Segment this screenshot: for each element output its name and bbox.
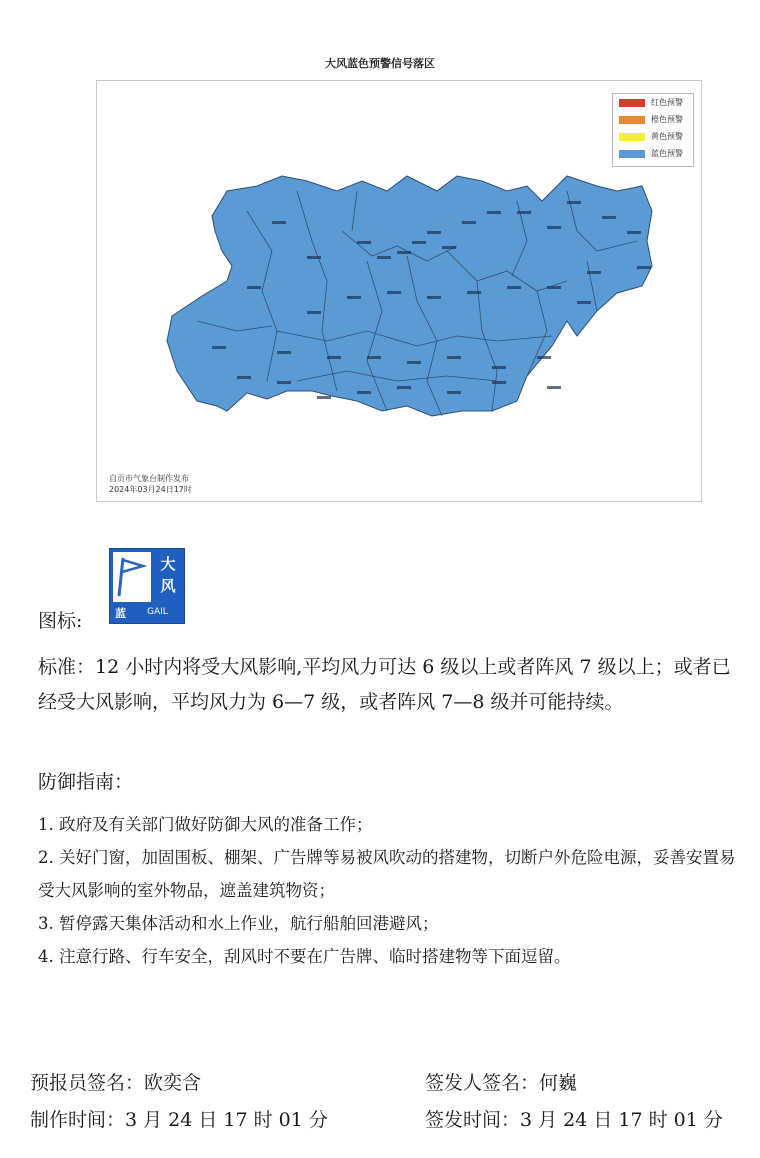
legend-label: 橙色预警 bbox=[651, 115, 683, 124]
district-label-mark bbox=[272, 221, 286, 224]
legend-swatch-yellow bbox=[619, 133, 645, 141]
district-label-mark bbox=[407, 361, 421, 364]
district-label-mark bbox=[517, 211, 531, 214]
district-label-mark bbox=[627, 231, 641, 234]
legend-item-red bbox=[613, 94, 693, 111]
district-label-mark bbox=[492, 366, 506, 369]
icon-char-wind: 风 bbox=[160, 577, 176, 595]
district-label-mark bbox=[347, 296, 361, 299]
legend-swatch-blue bbox=[619, 150, 645, 158]
district-label-mark bbox=[327, 356, 341, 359]
issue-time: 签发时间：3 月 24 日 17 时 01 分 bbox=[425, 1109, 723, 1131]
publisher-name: 自贡市气象台制作发布 bbox=[109, 474, 189, 483]
district-label-mark bbox=[212, 346, 226, 349]
guide-item: 2. 关好门窗，加固围板、棚架、广告牌等易被风吹动的搭建物，切断户外危险电源，妥善安置易受大风影响的室外物品，遮盖建筑物资； bbox=[38, 848, 736, 900]
district-label-mark bbox=[547, 386, 561, 389]
district-label-mark bbox=[377, 256, 391, 259]
legend-label: 红色预警 bbox=[651, 98, 683, 107]
district-label-mark bbox=[412, 241, 426, 244]
guide-list bbox=[38, 808, 750, 973]
legend-item-orange bbox=[613, 111, 693, 128]
made-time: 制作时间：3 月 24 日 17 时 01 分 bbox=[30, 1109, 328, 1131]
district-label-mark bbox=[247, 286, 261, 289]
district-label-mark bbox=[637, 266, 651, 269]
district-label-mark bbox=[237, 376, 251, 379]
legend-item-blue bbox=[613, 145, 693, 162]
district-label-mark bbox=[487, 211, 501, 214]
district-label-mark bbox=[277, 351, 291, 354]
district-label-mark bbox=[397, 386, 411, 389]
icon-en: GAIL bbox=[147, 607, 168, 617]
legend-item-yellow bbox=[613, 128, 693, 145]
gale-blue-warning-icon bbox=[109, 548, 185, 624]
map-region-svg bbox=[97, 81, 701, 501]
legend-swatch-red bbox=[619, 99, 645, 107]
map-publisher bbox=[109, 473, 192, 495]
district-label-mark bbox=[547, 226, 561, 229]
district-label-mark bbox=[507, 286, 521, 289]
district-label-mark bbox=[602, 216, 616, 219]
windsock-icon bbox=[113, 552, 151, 602]
legend-label: 黄色预警 bbox=[651, 132, 683, 141]
district-label-mark bbox=[447, 391, 461, 394]
guide-title: 防御指南： bbox=[38, 771, 134, 793]
district-label-mark bbox=[277, 381, 291, 384]
issuer-signature: 签发人签名：何巍 bbox=[425, 1072, 578, 1094]
district-label-mark bbox=[427, 296, 441, 299]
district-label-mark bbox=[467, 291, 481, 294]
warning-standard: 标准：12 小时内将受大风影响,平均风力可达 6 级以上或者阵风 7 级以上；或者已经受大风影响，平均风力为 6—7 级，或者阵风 7—8 级并可能持续。 bbox=[38, 656, 731, 713]
district-label-mark bbox=[307, 311, 321, 314]
map-title: 大风蓝色预警信号落区 bbox=[325, 57, 435, 70]
district-label-mark bbox=[447, 356, 461, 359]
district-label-mark bbox=[537, 356, 551, 359]
district-label-mark bbox=[427, 231, 441, 234]
district-label-mark bbox=[547, 286, 561, 289]
district-label-mark bbox=[307, 256, 321, 259]
district-label-mark bbox=[492, 381, 506, 384]
district-label-mark bbox=[397, 251, 411, 254]
district-label-mark bbox=[442, 246, 456, 249]
guide-item: 4. 注意行路、行车安全，刮风时不要在广告牌、临时搭建物等下面逗留。 bbox=[38, 947, 571, 966]
guide-item: 3. 暂停露天集体活动和水上作业，航行船舶回港避风； bbox=[38, 914, 439, 933]
district-label-mark bbox=[367, 356, 381, 359]
district-label-mark bbox=[567, 201, 581, 204]
district-label-mark bbox=[357, 241, 371, 244]
legend-label: 蓝色预警 bbox=[651, 149, 683, 158]
district-label-mark bbox=[387, 291, 401, 294]
legend-swatch-orange bbox=[619, 116, 645, 124]
icon-level: 蓝 bbox=[115, 607, 126, 620]
icon-label: 图标: bbox=[38, 610, 83, 632]
publish-time: 2024年03月24日17时 bbox=[109, 485, 192, 494]
warning-map bbox=[96, 80, 702, 502]
guide-item: 1. 政府及有关部门做好防御大风的准备工作； bbox=[38, 815, 373, 834]
district-label-mark bbox=[462, 221, 476, 224]
district-label-mark bbox=[357, 391, 371, 394]
icon-char-big: 大 bbox=[160, 555, 176, 573]
map-legend bbox=[612, 93, 694, 167]
district-label-mark bbox=[317, 396, 331, 399]
forecaster-signature: 预报员签名：欧奕含 bbox=[30, 1072, 202, 1094]
district-label-mark bbox=[587, 271, 601, 274]
district-label-mark bbox=[577, 301, 591, 304]
